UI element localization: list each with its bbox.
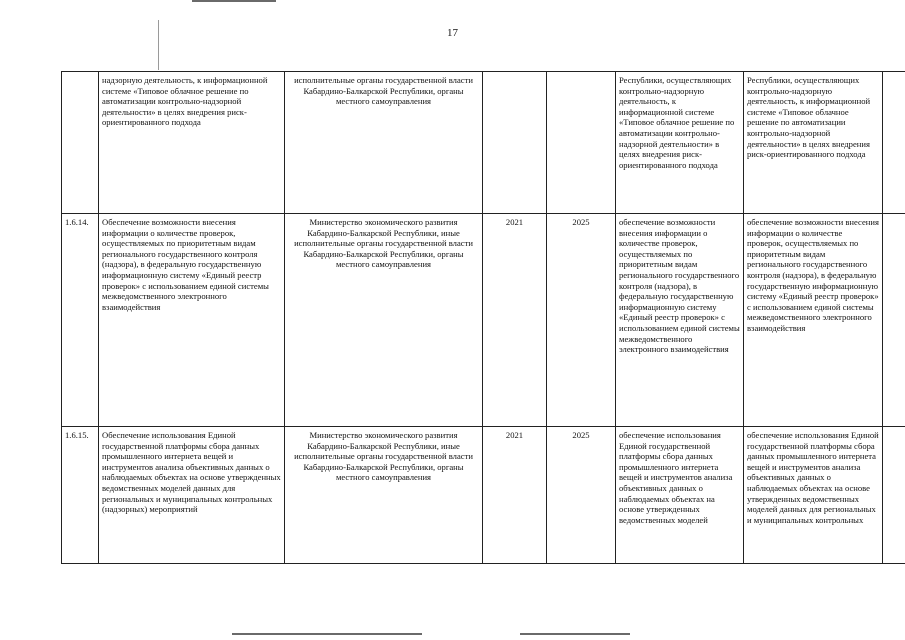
row-number <box>62 72 99 214</box>
result-cell: обеспечение возможности внесения информации о количестве проверок, осуществляемых по приоритетным видам регионального государственного контроля (надзора), в федеральную государственную информационную систему «Единый реестр проверок» с использованием единой системы межведомственного электронного взаимодействия <box>616 214 744 427</box>
start-year-cell <box>483 72 547 214</box>
note-cell <box>883 427 905 564</box>
executor-cell: исполнительные органы государственной власти Кабардино-Балкарской Республики, органы местного самоуправления <box>285 72 483 214</box>
note-cell <box>883 72 905 214</box>
row-number: 1.6.14. <box>62 214 99 427</box>
table-row <box>62 72 905 214</box>
result-cell: Республики, осуществляющих контрольно-надзорную деятельность, к информационной системе «Типовое облачное решение по автоматизации контрольно-надзорной деятельности» в целях внедрения риск-ориентированного подхода <box>616 72 744 214</box>
scan-mark-bottom-right <box>520 633 630 635</box>
table-row <box>62 427 905 564</box>
page-number: 17 <box>447 27 458 39</box>
scan-mark-top <box>192 0 276 2</box>
plan-table <box>61 71 905 564</box>
note-cell <box>883 214 905 427</box>
measure-cell: Обеспечение возможности внесения информации о количестве проверок, осуществляемых по приоритетным видам регионального государственного контроля (надзора), в федеральную государственную информационную систему «Единый реестр проверок» с использованием единой системы межведомственного электронного взаимодействия <box>99 214 285 427</box>
end-year-cell: 2025 <box>547 214 616 427</box>
result-cell: обеспечение использования Единой государственной платформы сбора данных промышленного интернета вещей и инструментов анализа объективных данных о наблюдаемых объектах на основе утвержденных ведомственных моделей <box>616 427 744 564</box>
indicator-cell: обеспечение использования Единой государственной платформы сбора данных промышленного интернета вещей и инструментов анализа объективных данных о наблюдаемых объектах на основе утвержденных ведомственных моделей данных для региональных и муниципальных контрольных <box>744 427 883 564</box>
executor-cell: Министерство экономического развития Кабардино-Балкарской Республики, иные исполнительные органы государственной власти Кабардино-Балкарской Республики, органы местного самоуправления <box>285 214 483 427</box>
start-year-cell: 2021 <box>483 214 547 427</box>
end-year-cell: 2025 <box>547 427 616 564</box>
scan-mark-bottom <box>232 633 422 635</box>
row-number: 1.6.15. <box>62 427 99 564</box>
indicator-cell: Республики, осуществляющих контрольно-надзорную деятельность, к информационной системе «Типовое облачное решение по автоматизации контрольно-надзорной деятельности» в целях внедрения риск-ориентированного подхода <box>744 72 883 214</box>
start-year-cell: 2021 <box>483 427 547 564</box>
indicator-cell: обеспечение возможности внесения информации о количестве проверок, осуществляемых по приоритетным видам регионального государственного контроля (надзора), в федеральную государственную информационную систему «Единый реестр проверок» с использованием единой системы межведомственного электронного взаимодействия <box>744 214 883 427</box>
measure-cell: надзорную деятельность, к информационной системе «Типовое облачное решение по автоматизации контрольно-надзорной деятельности» в целях внедрения риск-ориентированного подхода <box>99 72 285 214</box>
executor-cell: Министерство экономического развития Кабардино-Балкарской Республики, иные исполнительные органы государственной власти Кабардино-Балкарской Республики, органы местного самоуправления <box>285 427 483 564</box>
table-row <box>62 214 905 427</box>
measure-cell: Обеспечение использования Единой государственной платформы сбора данных промышленного интернета вещей и инструментов анализа объективных данных о наблюдаемых объектах на основе утвержденных ведомственных моделей данных для региональных и муниципальных контрольных (надзорных) мероприятий <box>99 427 285 564</box>
end-year-cell <box>547 72 616 214</box>
